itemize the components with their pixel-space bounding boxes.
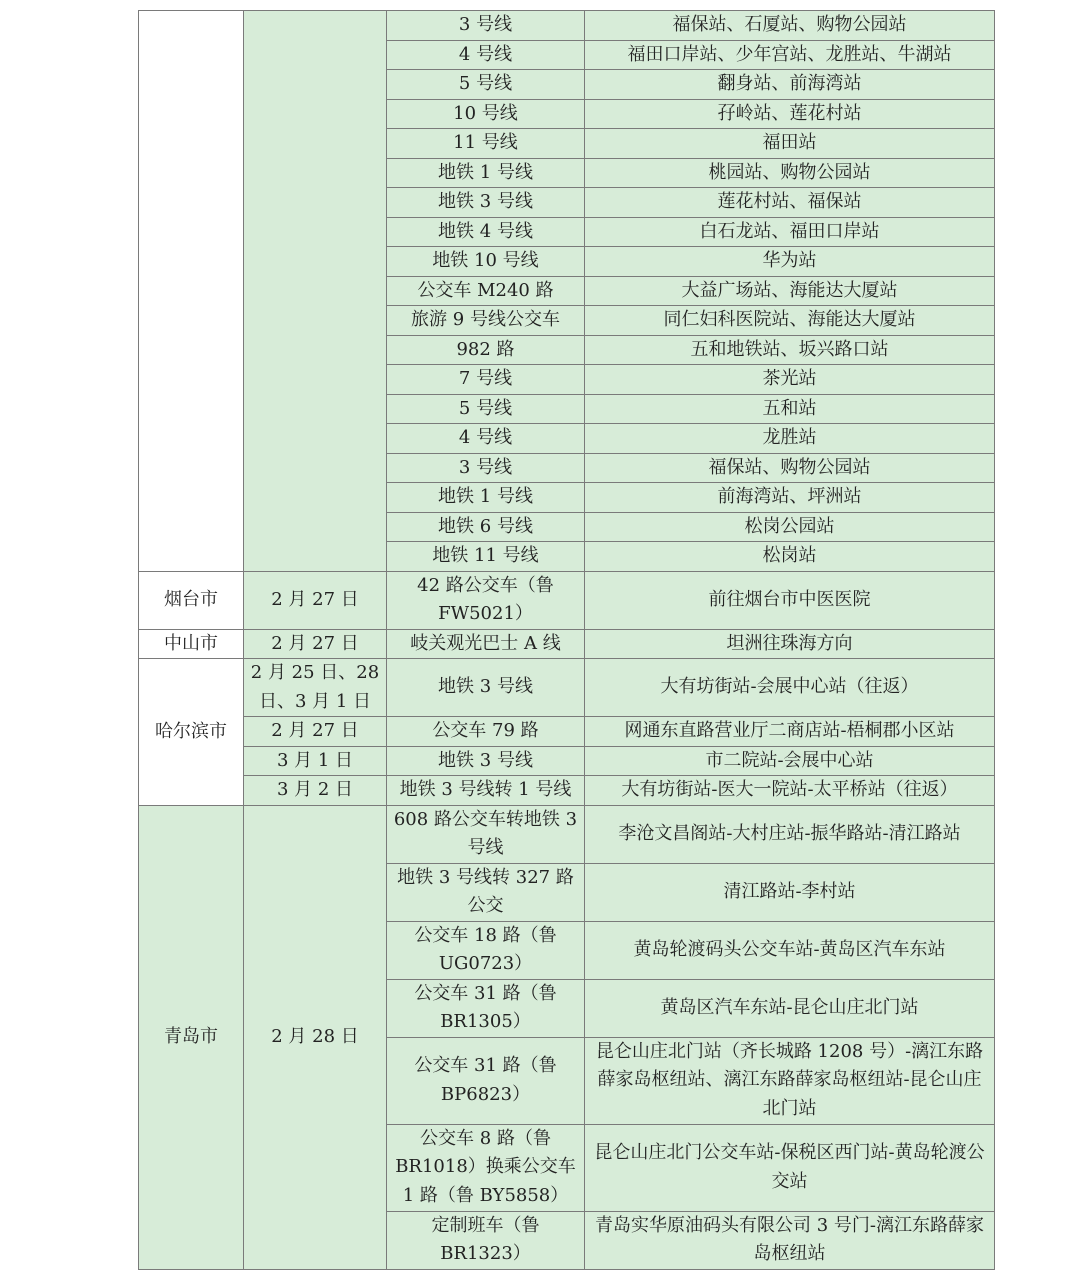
line-cell: 公交车 31 路（鲁 BP6823）	[387, 1037, 585, 1124]
line-cell: 岐关观光巴士 A 线	[387, 629, 585, 659]
stations-cell: 松岗站	[585, 542, 995, 572]
stations-cell: 福田站	[585, 129, 995, 159]
table-row	[139, 629, 995, 659]
date-cell: 2 月 27 日	[244, 571, 387, 629]
stations-cell: 松岗公园站	[585, 512, 995, 542]
stations-cell: 大有坊街站-会展中心站（往返）	[585, 659, 995, 717]
line-cell: 定制班车（鲁 BR1323）	[387, 1211, 585, 1269]
line-cell: 4 号线	[387, 40, 585, 70]
stations-cell: 青岛实华原油码头有限公司 3 号门-漓江东路薛家岛枢纽站	[585, 1211, 995, 1269]
line-cell: 公交车 79 路	[387, 717, 585, 747]
line-cell: 地铁 3 号线	[387, 659, 585, 717]
route-table	[138, 10, 995, 1270]
date-cell: 3 月 1 日	[244, 746, 387, 776]
stations-cell: 前海湾站、坪洲站	[585, 483, 995, 513]
line-cell: 公交车 M240 路	[387, 276, 585, 306]
date-cell: 2 月 25 日、28 日、3 月 1 日	[244, 659, 387, 717]
city-cell: 哈尔滨市	[139, 659, 244, 806]
line-cell: 地铁 1 号线	[387, 483, 585, 513]
stations-cell: 大有坊街站-医大一院站-太平桥站（往返）	[585, 776, 995, 806]
line-cell: 7 号线	[387, 365, 585, 395]
city-cell: 中山市	[139, 629, 244, 659]
stations-cell: 大益广场站、海能达大厦站	[585, 276, 995, 306]
stations-cell: 福田口岸站、少年宫站、龙胜站、牛湖站	[585, 40, 995, 70]
stations-cell: 白石龙站、福田口岸站	[585, 217, 995, 247]
date-cell: 2 月 27 日	[244, 717, 387, 747]
date-cell: 3 月 2 日	[244, 776, 387, 806]
line-cell: 公交车 31 路（鲁 BR1305）	[387, 979, 585, 1037]
line-cell: 地铁 6 号线	[387, 512, 585, 542]
line-cell: 地铁 3 号线转 327 路公交	[387, 863, 585, 921]
line-cell: 3 号线	[387, 11, 585, 41]
city-cell: 青岛市	[139, 805, 244, 1269]
city-cell-blank	[139, 11, 244, 572]
stations-cell: 莲花村站、福保站	[585, 188, 995, 218]
stations-cell: 五和地铁站、坂兴路口站	[585, 335, 995, 365]
stations-cell: 翻身站、前海湾站	[585, 70, 995, 100]
table-row	[139, 746, 995, 776]
table-row	[139, 805, 995, 863]
line-cell: 公交车 8 路（鲁 BR1018）换乘公交车 1 路（鲁 BY5858）	[387, 1124, 585, 1211]
stations-cell: 福保站、石厦站、购物公园站	[585, 11, 995, 41]
stations-cell: 李沧文昌阁站-大村庄站-振华路站-清江路站	[585, 805, 995, 863]
date-cell-blank	[244, 11, 387, 572]
table-row	[139, 776, 995, 806]
stations-cell: 网通东直路营业厅二商店站-梧桐郡小区站	[585, 717, 995, 747]
line-cell: 4 号线	[387, 424, 585, 454]
stations-cell: 昆仑山庄北门公交车站-保税区西门站-黄岛轮渡公交站	[585, 1124, 995, 1211]
stations-cell: 黄岛区汽车东站-昆仑山庄北门站	[585, 979, 995, 1037]
stations-cell: 昆仑山庄北门站（齐长城路 1208 号）-漓江东路薛家岛枢纽站、漓江东路薛家岛枢纽站-昆仑山庄北门站	[585, 1037, 995, 1124]
line-cell: 地铁 3 号线转 1 号线	[387, 776, 585, 806]
date-cell: 2 月 27 日	[244, 629, 387, 659]
line-cell: 地铁 11 号线	[387, 542, 585, 572]
line-cell: 42 路公交车（鲁 FW5021）	[387, 571, 585, 629]
table-row	[139, 717, 995, 747]
stations-cell: 坦洲往珠海方向	[585, 629, 995, 659]
line-cell: 5 号线	[387, 70, 585, 100]
stations-cell: 黄岛轮渡码头公交车站-黄岛区汽车东站	[585, 921, 995, 979]
stations-cell: 华为站	[585, 247, 995, 277]
line-cell: 982 路	[387, 335, 585, 365]
stations-cell: 前往烟台市中医医院	[585, 571, 995, 629]
stations-cell: 五和站	[585, 394, 995, 424]
line-cell: 地铁 1 号线	[387, 158, 585, 188]
stations-cell: 同仁妇科医院站、海能达大厦站	[585, 306, 995, 336]
line-cell: 地铁 3 号线	[387, 746, 585, 776]
line-cell: 5 号线	[387, 394, 585, 424]
line-cell: 608 路公交车转地铁 3 号线	[387, 805, 585, 863]
stations-cell: 桃园站、购物公园站	[585, 158, 995, 188]
stations-cell: 龙胜站	[585, 424, 995, 454]
line-cell: 3 号线	[387, 453, 585, 483]
stations-cell: 茶光站	[585, 365, 995, 395]
line-cell: 旅游 9 号线公交车	[387, 306, 585, 336]
line-cell: 10 号线	[387, 99, 585, 129]
line-cell: 地铁 10 号线	[387, 247, 585, 277]
line-cell: 11 号线	[387, 129, 585, 159]
line-cell: 公交车 18 路（鲁 UG0723）	[387, 921, 585, 979]
stations-cell: 孖岭站、莲花村站	[585, 99, 995, 129]
stations-cell: 市二院站-会展中心站	[585, 746, 995, 776]
table-row	[139, 571, 995, 629]
table-row	[139, 11, 995, 41]
table-row	[139, 659, 995, 717]
line-cell: 地铁 3 号线	[387, 188, 585, 218]
date-cell: 2 月 28 日	[244, 805, 387, 1269]
city-cell: 烟台市	[139, 571, 244, 629]
line-cell: 地铁 4 号线	[387, 217, 585, 247]
stations-cell: 福保站、购物公园站	[585, 453, 995, 483]
stations-cell: 清江路站-李村站	[585, 863, 995, 921]
